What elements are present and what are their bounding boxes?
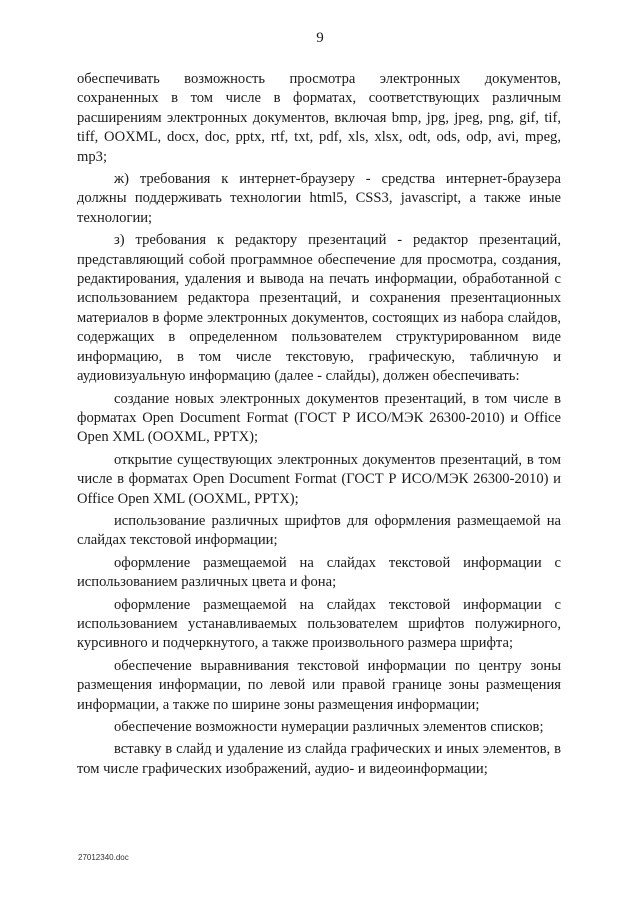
page-number: 9 bbox=[316, 30, 324, 46]
paragraph: оформление размещаемой на слайдах текстовой информации с использованием различных цвета и фона; bbox=[77, 554, 561, 591]
paragraph: создание новых электронных документов презентаций, в том числе в форматах Open Document Format (ГОСТ Р ИСО/МЭК 26300-2010) и Office Open XML (OOXML, PPTX); bbox=[77, 390, 561, 446]
paragraph: оформление размещаемой на слайдах текстовой информации с использованием устанавливаемых пользователем шрифтов полужирного, курсивного и подчеркнутого, а также произвольного размера шрифта; bbox=[77, 596, 561, 652]
paragraph: обеспечение возможности нумерации различных элементов списков; bbox=[114, 719, 544, 735]
paragraph: использование различных шрифтов для оформления размещаемой на слайдах текстовой информации; bbox=[77, 512, 561, 549]
paragraph: обеспечивать возможность просмотра электронных документов, сохраненных в том числе в форматах, соответствующих различным расширениям электронных документов, включая bmp, jpg, jpeg, png, gif, tif, tiff, OOXML, docx, doc, pptx, rtf, txt, pdf, xls, xlsx, odt, ods, odp, avi, mpeg, mp3; bbox=[77, 71, 561, 165]
paragraph: открытие существующих электронных документов презентаций, в том числе в форматах Open Document Format (ГОСТ Р ИСО/МЭК 26300-2010) и Office Open XML (OOXML, PPTX); bbox=[77, 451, 561, 507]
paragraph: обеспечение выравнивания текстовой информации по центру зоны размещения информации, по левой или правой границе зоны размещения информации, а также по ширине зоны размещения информации; bbox=[77, 657, 561, 713]
file-name-footer: 27012340.doc bbox=[78, 853, 129, 862]
paragraph: вставку в слайд и удаление из слайда графических и иных элементов, в том числе графических изображений, аудио- и видеоинформации; bbox=[77, 741, 561, 777]
paragraph: з) требования к редактору презентаций - редактор презентаций, представляющий собой программное обеспечение для просмотра, создания, редактирования, удаления и вывода на печать информации, обработанной с использованием редактора презентаций, и сохранения презентационных материалов в форме электронных документов, состоящих из набора слайдов, содержащих в определенном пользователем структурированном виде информацию, в том числе текстовую, графическую, табличную и аудиовизуальную информацию (далее - слайды), должен обеспечивать: bbox=[77, 232, 561, 385]
paragraph: ж) требования к интернет-браузеру - средства интернет-браузера должны поддерживать технологии html5, CSS3, javascript, а также иные технологии; bbox=[77, 171, 561, 226]
document-body bbox=[77, 70, 561, 779]
